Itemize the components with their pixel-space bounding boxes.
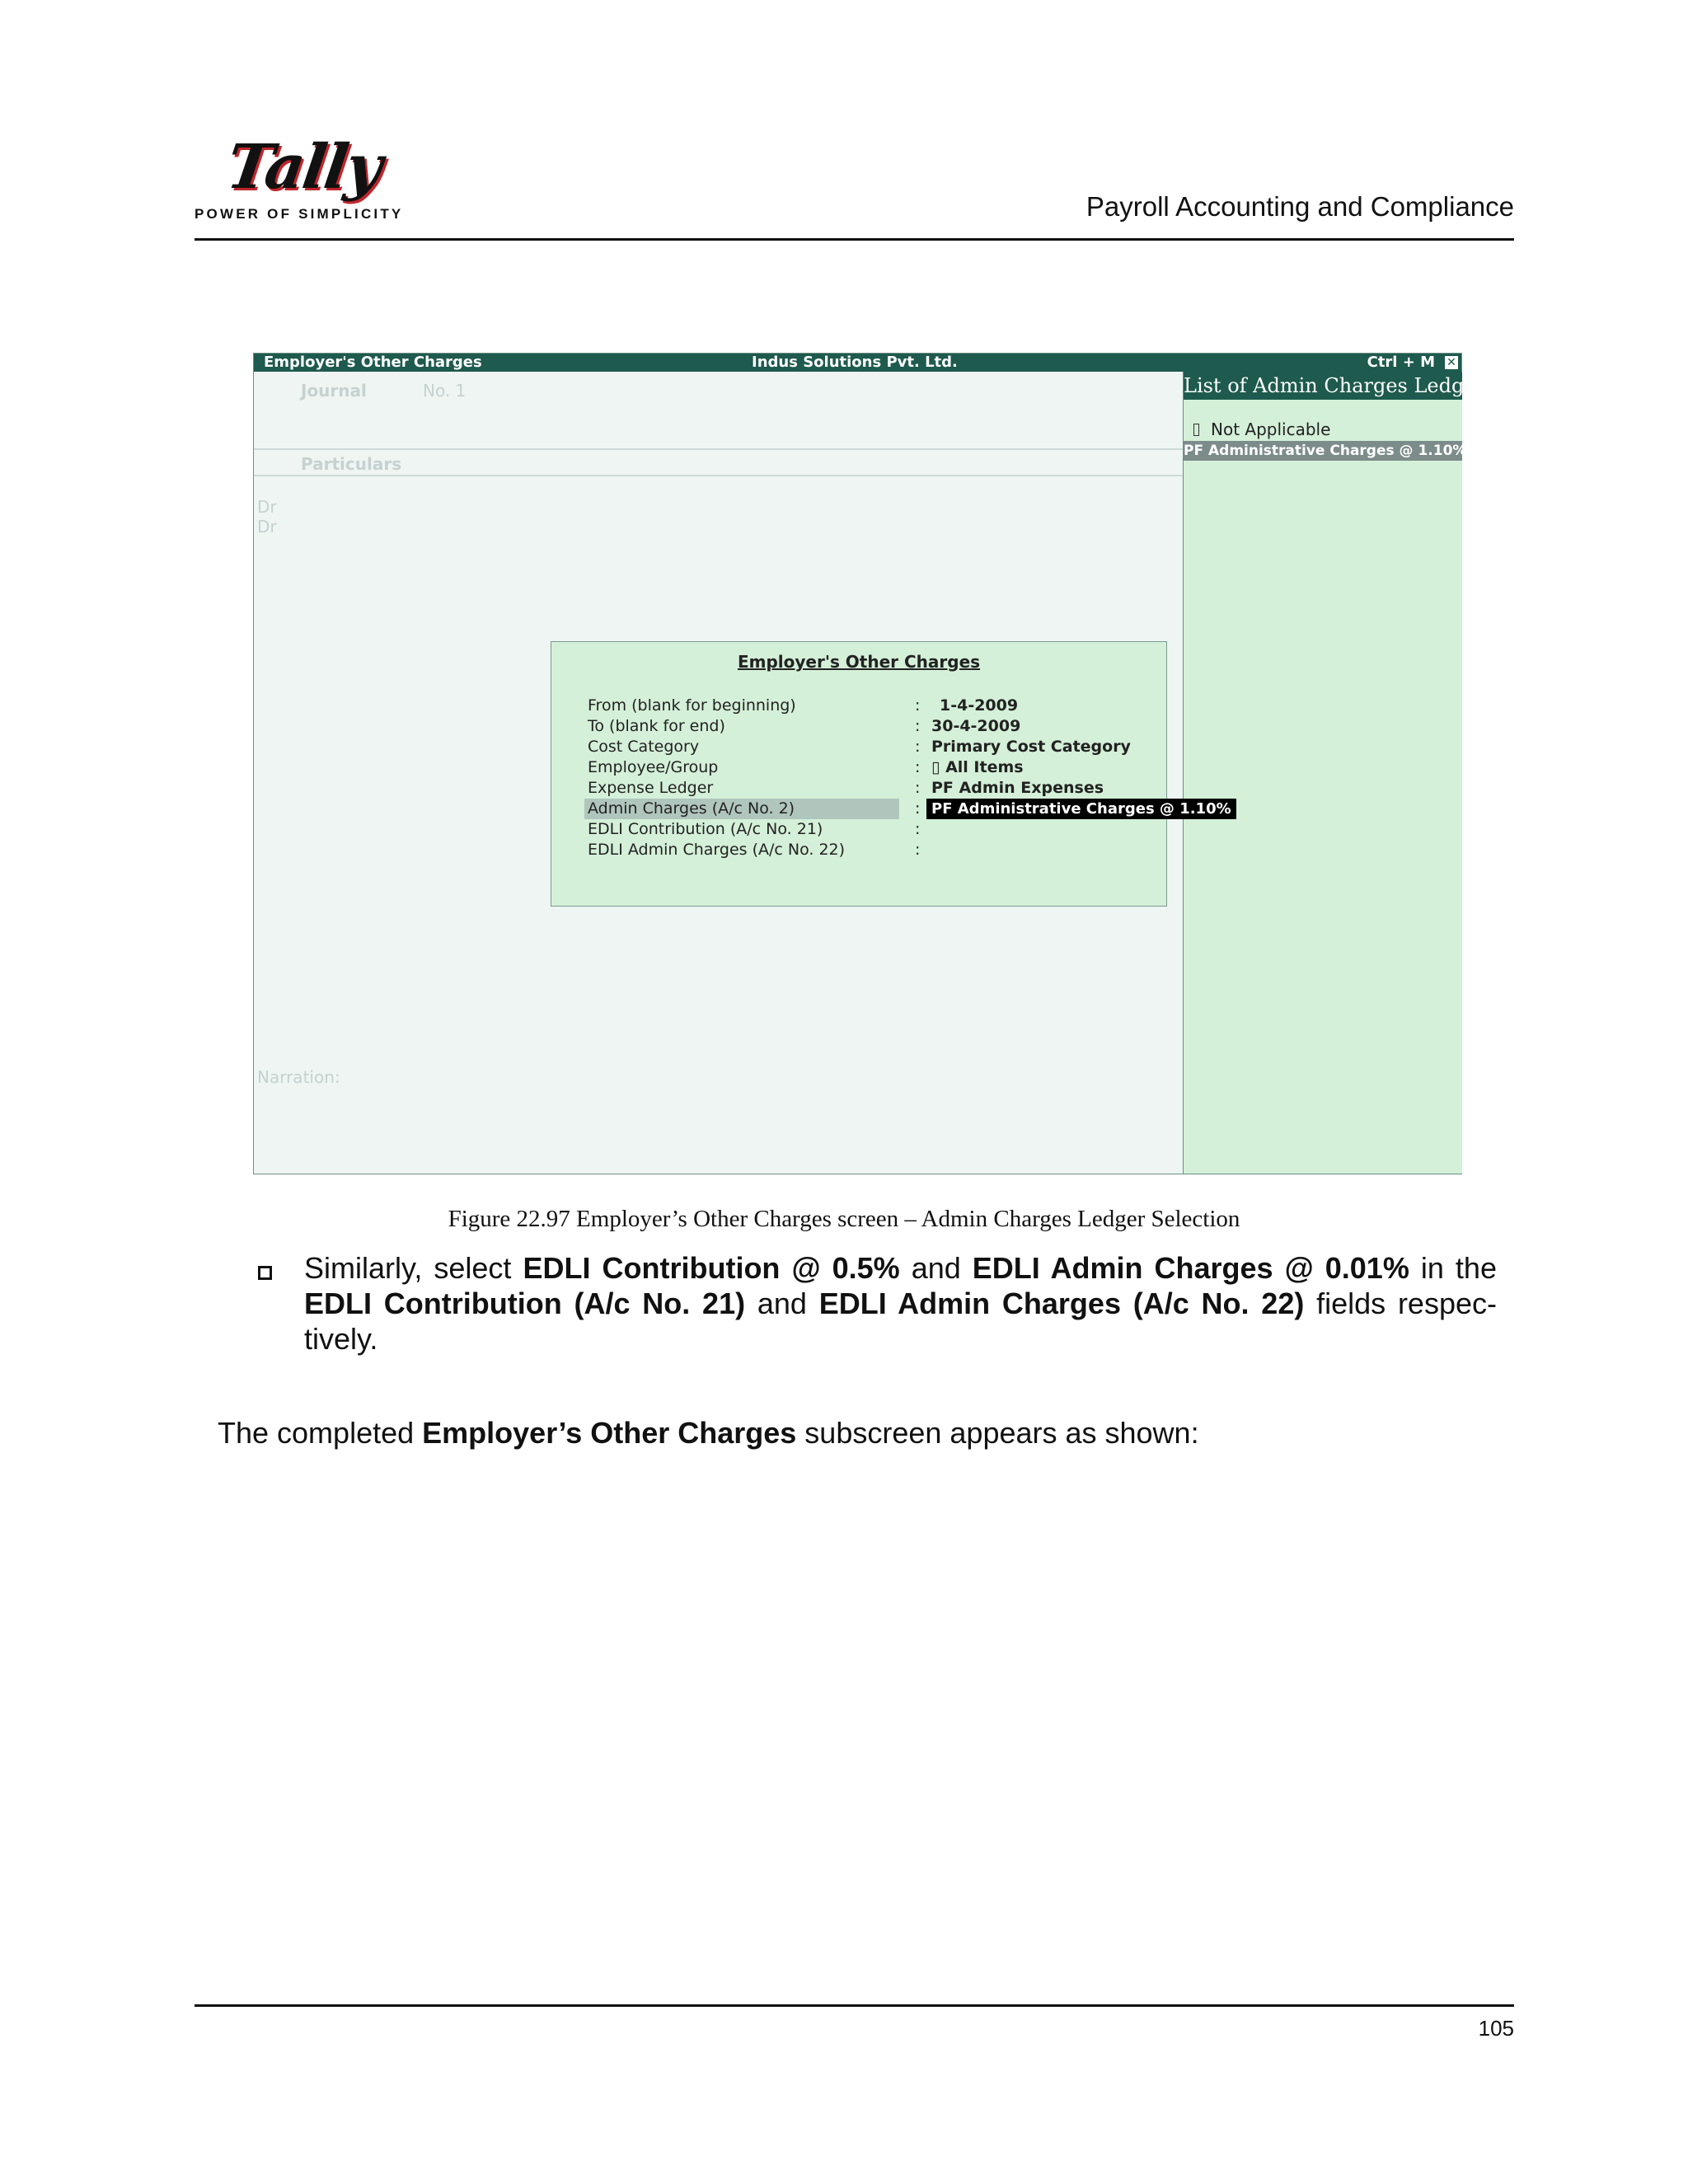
bullet-icon [1193,424,1199,436]
tally-logo [195,130,404,229]
field-admin-charges[interactable]: Admin Charges (A/c No. 2) : PF Administrative Charges @ 1.10% [584,799,899,819]
field-cost-category[interactable]: Cost Category : Primary Cost Category [588,738,1131,756]
window-titlebar [254,354,1461,372]
body-paragraph: The completed Employer’s Other Charges subscreen appears as shown: [218,1416,1199,1450]
list-item-selected[interactable]: PF Administrative Charges @ 1.10% [1184,443,1467,459]
logo-wordmark: Tally [222,132,386,203]
footer-rule [195,2004,1514,2007]
voucher-type: Journal [301,381,367,401]
voucher-number: No. 1 [423,381,467,401]
employer-other-charges-popup [551,641,1231,907]
instruction-bullet: Similarly, select EDLI Contribution @ 0.5% and EDLI Admin Charges @ 0.01% in the EDLI Contribution (A/c No. 21) and EDLI Admin Charges (A/c No. 22) fields respec-tively. [304,1251,1497,1356]
page-header-title: Payroll Accounting and Compliance [1085,191,1514,222]
page-number: 105 [1478,2016,1514,2041]
divider [254,448,1183,450]
admin-charges-ledger-list [1183,372,1496,1174]
list-item[interactable]: Not Applicable [1193,419,1330,439]
narration-label: Narration: [257,1067,340,1087]
tally-screenshot [253,353,1496,1174]
field-edli-admin-charges[interactable]: EDLI Admin Charges (A/c No. 22) : [588,841,921,859]
particulars-header: Particulars [301,454,402,474]
field-from[interactable]: From (blank for beginning) : 1-4-2009 [588,696,1019,715]
shortcut-label: Ctrl + M [1367,354,1435,371]
company-name: Indus Solutions Pvt. Ltd. [752,354,958,371]
field-edli-contribution[interactable]: EDLI Contribution (A/c No. 21) : [588,820,921,838]
dr-label: Dr [257,517,277,537]
dr-label: Dr [257,497,277,517]
window-title: Employer's Other Charges [264,354,482,371]
field-employee-group[interactable]: Employee/Group : ▯ All Items [588,758,1024,776]
figure-caption: Figure 22.97 Employer’s Other Charges screen – Admin Charges Ledger Selection [448,1206,1240,1232]
admin-charges-input[interactable]: PF Administrative Charges @ 1.10% [926,799,1236,819]
field-expense-ledger[interactable]: Expense Ledger : PF Admin Expenses [588,779,1104,797]
field-to[interactable]: To (blank for end) : 30-4-2009 [588,717,1021,735]
popup-title: Employer's Other Charges [737,652,981,672]
logo-tagline: POWER OF SIMPLICITY [195,206,404,222]
close-icon[interactable]: ✕ [1445,356,1458,369]
divider [254,475,1183,476]
header-rule [195,238,1514,241]
list-title: List of Admin Charges Ledgers [1184,372,1462,400]
bullet-square-icon [258,1266,272,1280]
